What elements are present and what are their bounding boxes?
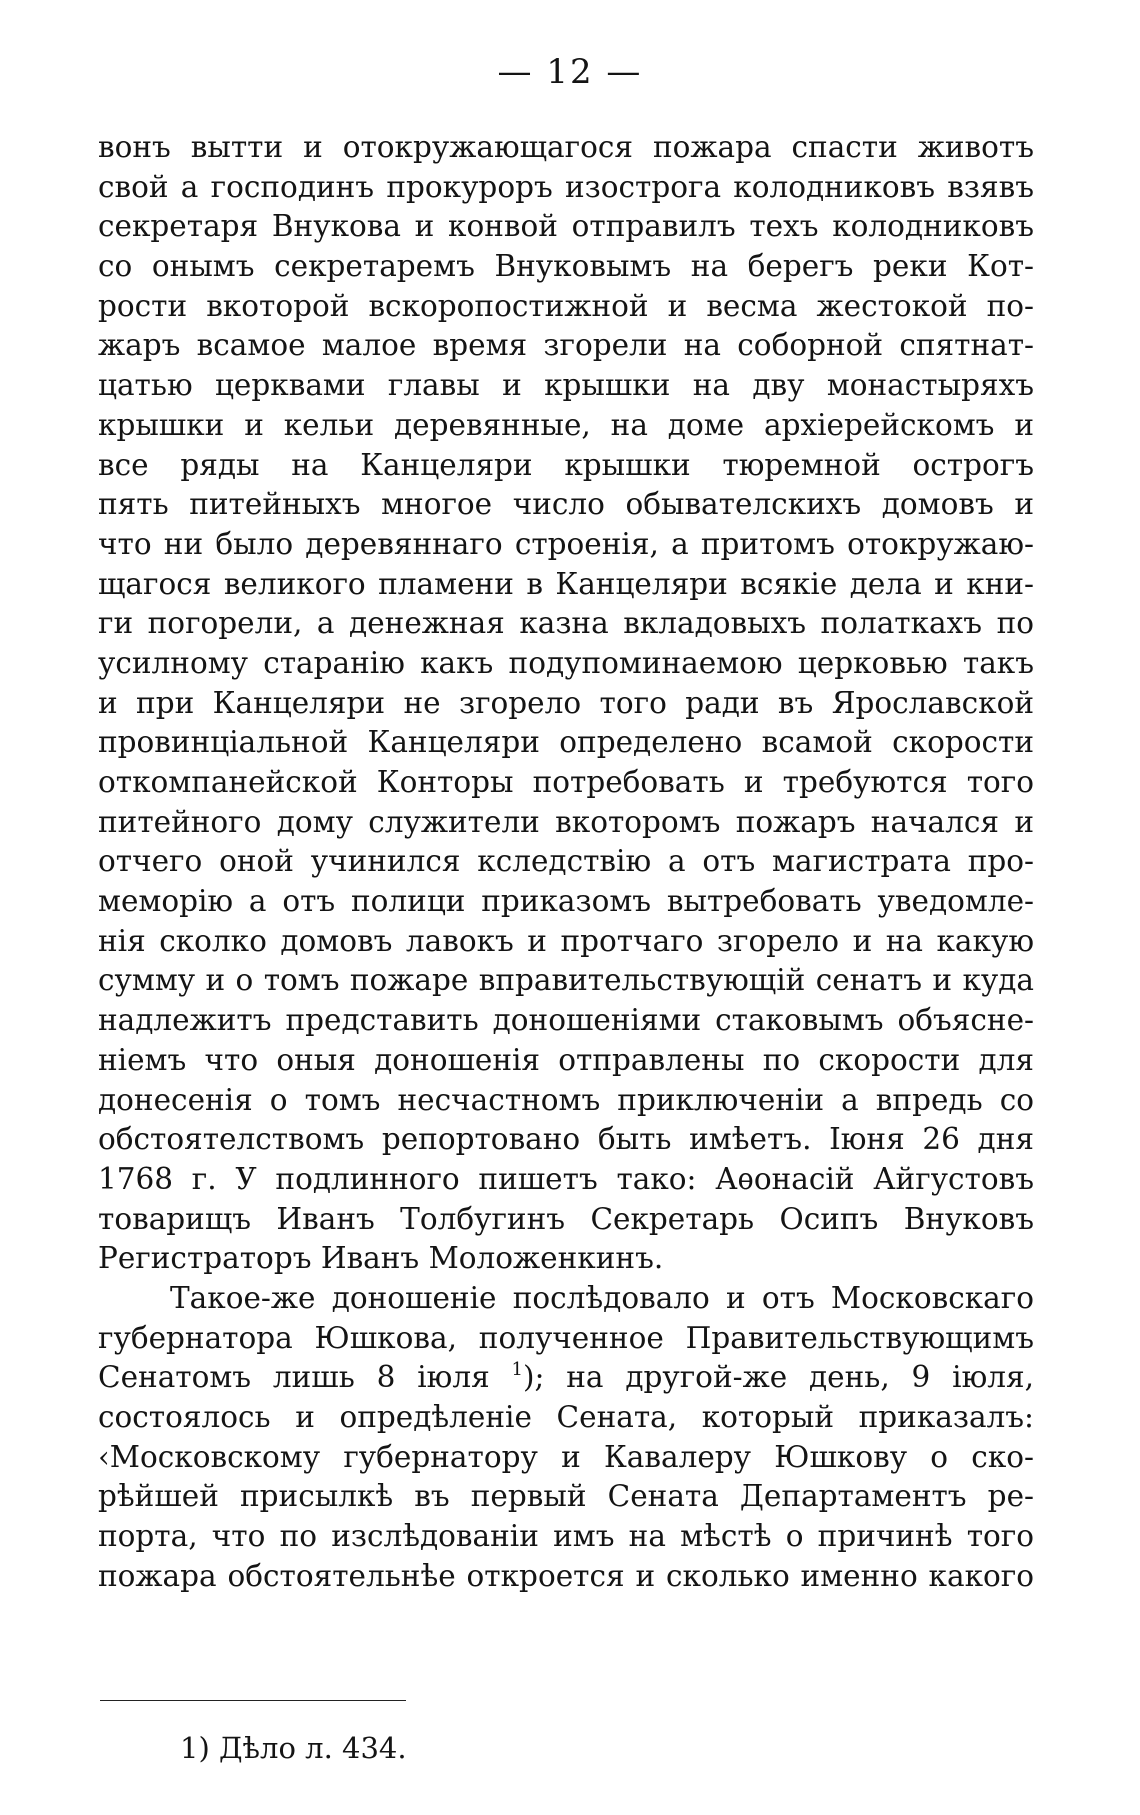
text-line: нiемъ что оныя доношенiя отправлены по скорости для [98, 1042, 1034, 1077]
text-line: откомпанейской Конторы потребовать и требуются того [98, 765, 1034, 799]
text-line: питейного дому служители вкоторомъ пожаръ начался и [98, 804, 1034, 839]
text-line-with-footnote [98, 1358, 1034, 1398]
text-line: со онымъ секретаремъ Внуковымъ на берегъ реки Кот- [98, 249, 1034, 284]
text-line: секретаря Внукова и конвой отправилъ техъ колодниковъ [98, 209, 1034, 244]
text-line: донесенiя о томъ несчастномъ приключенiи а впредь со [98, 1082, 1034, 1117]
text-line: все ряды на Канцеляри крышки тюремной острогъ [98, 447, 1034, 482]
text-line: рости вкоторой вскоропостижной и весма жестокой по- [98, 288, 1034, 323]
text-line: нiя сколко домовъ лавокъ и протчаго згорело и на какую [98, 923, 1034, 958]
text-line: порта, что по изслѣдованiи имъ на мѣстѣ о причинѣ того [98, 1519, 1034, 1554]
text-line: обстоятелствомъ репортовано быть имѣетъ. Iюня 26 дня [98, 1122, 1034, 1157]
text-line: отчего оной учинился кследствiю а отъ магистрата про- [98, 844, 1034, 879]
text-fragment: ); на другой-же день, 9 iюля, [522, 1360, 1034, 1395]
text-line: сумму и о томъ пожаре вправительствующiй сенатъ и куда [98, 963, 1034, 998]
text-line: ‹Московскому губернатору и Кавалеру Юшкову о ско- [98, 1439, 1034, 1474]
text-line: меморiю а отъ полици приказомъ вытребовать уведомле- [98, 884, 1034, 919]
text-line: губернатора Юшкова, полученное Правительствующимъ [98, 1320, 1034, 1355]
text-line: провинцiальной Канцеляри определено всамой скорости [98, 725, 1034, 760]
text-line: товарищъ Иванъ Толбугинъ Секретарь Осипъ Внуковъ [98, 1201, 1034, 1236]
text-line: пожара обстоятельнѣе откроется и сколько именно какого [98, 1558, 1034, 1593]
footnote: 1) Дѣло л. 434. [180, 1731, 407, 1765]
text-line: рѣйшей присылкѣ въ первый Сената Департаментъ ре- [98, 1479, 1034, 1514]
text-line: что ни было деревяннаго строенiя, а притомъ отокружаю- [98, 526, 1034, 561]
text-line: жаръ всамое малое время згорели на соборной спятнат- [98, 328, 1034, 363]
text-line: состоялось и опредѣленiе Сената, который приказалъ: [98, 1400, 1034, 1434]
text-line: и при Канцеляри не згорело того ради въ Ярославской [98, 685, 1034, 720]
text-line: Регистраторъ Иванъ Моложенкинъ. [98, 1241, 664, 1276]
text-line: вонъ вытти и отокружающагося пожара спасти животъ [98, 130, 1034, 164]
page-number: — 12 — [497, 52, 643, 92]
text-line: надлежитъ представить доношенiями стаковымъ объясне- [98, 1003, 1034, 1038]
text-line: свой а господинъ прокуроръ изострога колодниковъ взявъ [98, 169, 1034, 204]
footnote-divider [100, 1700, 406, 1701]
text-line: усилному старанiю какъ подупоминаемою церковью такъ [98, 645, 1034, 680]
footnote-reference: 1 [511, 1359, 523, 1381]
text-line: Такое-же доношенiе послѣдовало и отъ Московскаго [170, 1280, 1034, 1315]
body-text [98, 128, 1034, 1596]
text-fragment: Сенатомъ лишь 8 iюля [98, 1360, 490, 1395]
text-line: крышки и кельи деревянные, на доме архiерейскомъ и [98, 407, 1034, 442]
text-line: 1768 г. У подлинного пишетъ тако: Аѳонасiй Айгустовъ [98, 1161, 1034, 1196]
text-line: щагося великого пламени в Канцеляри всякiе дела и кни- [98, 566, 1034, 601]
text-line: цатью церквами главы и крышки на дву монастыряхъ [98, 368, 1034, 403]
text-line: ги погорели, а денежная казна вкладовыхъ полаткахъ по [98, 606, 1034, 641]
text-line: пять питейныхъ многое число обывателскихъ домовъ и [98, 487, 1034, 522]
